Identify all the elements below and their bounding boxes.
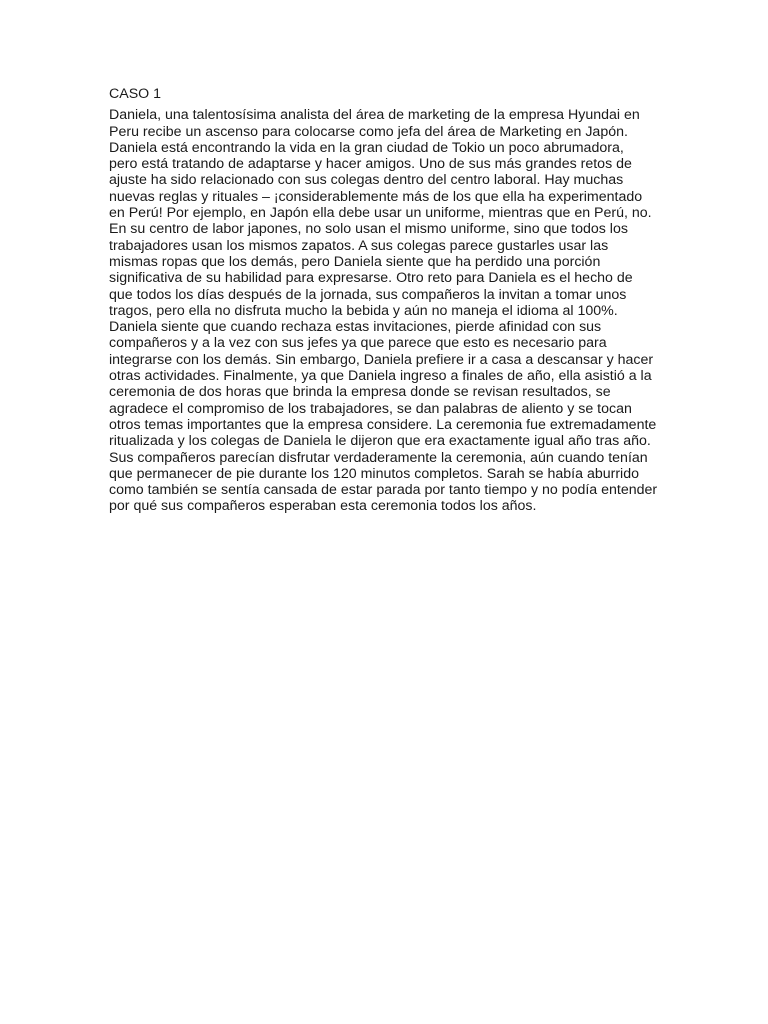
document-body <box>109 86 669 515</box>
paragraph-line: significativa de su habilidad para expresarse. Otro reto para Daniela es el hecho de <box>109 270 633 287</box>
paragraph-line: Daniela siente que cuando rechaza estas invitaciones, pierde afinidad con sus <box>109 319 602 336</box>
paragraph-line: tragos, pero ella no disfruta mucho la bebida y aún no maneja el idioma al 100%. <box>109 302 618 319</box>
paragraph-line: que permanecer de pie durante los 120 minutos completos. Sarah se había aburrido <box>109 465 639 482</box>
paragraph-line: como también se sentía cansada de estar parada por tanto tiempo y no podía entender <box>109 482 658 499</box>
case-title: CASO 1 <box>109 86 162 102</box>
paragraph-line: nuevas reglas y rituales – ¡considerablemente más de los que ella ha experimentado <box>109 188 643 205</box>
paragraph-line: pero está tratando de adaptarse y hacer amigos. Uno de sus más grandes retos de <box>109 156 632 173</box>
paragraph-line: ritualizada y los colegas de Daniela le dijeron que era exactamente igual año tras año. <box>109 433 651 450</box>
paragraph-line: Daniela, una talentosísima analista del área de marketing de la empresa Hyundai en <box>109 107 640 124</box>
paragraph-line: mismas ropas que los demás, pero Daniela siente que ha perdido una porción <box>109 253 601 270</box>
paragraph-line: integrarse con los demás. Sin embargo, Daniela prefiere ir a casa a descansar y hacer <box>109 351 654 368</box>
paragraph-line: agradece el compromiso de los trabajadores, se dan palabras de aliento y se tocan <box>109 400 632 417</box>
paragraph-line: En su centro de labor japones, no solo usan el mismo uniforme, sino que todos los <box>109 221 628 238</box>
paragraph-line: en Perú! Por ejemplo, en Japón ella debe usar un uniforme, mientras que en Perú, no. <box>109 205 652 222</box>
paragraph-line: ceremonia de dos horas que brinda la empresa donde se revisan resultados, se <box>109 384 611 401</box>
paragraph-line: por qué sus compañeros esperaban esta ceremonia todos los años. <box>109 498 537 515</box>
case-paragraph <box>109 107 669 514</box>
paragraph-line: Sus compañeros parecían disfrutar verdaderamente la ceremonia, aún cuando tenían <box>109 449 648 466</box>
paragraph-line: compañeros y a la vez con sus jefes ya que parece que esto es necesario para <box>109 335 607 352</box>
paragraph-line: ajuste ha sido relacionado con sus colegas dentro del centro laboral. Hay muchas <box>109 172 624 189</box>
paragraph-line: trabajadores usan los mismos zapatos. A sus colegas parece gustarles usar las <box>109 237 609 254</box>
paragraph-line: otros temas importantes que la empresa considere. La ceremonia fue extremadamente <box>109 416 657 433</box>
paragraph-line: que todos los días después de la jornada, sus compañeros la invitan a tomar unos <box>109 286 627 303</box>
paragraph-line: otras actividades. Finalmente, ya que Daniela ingreso a finales de año, ella asistió a la <box>109 368 652 385</box>
paragraph-line: Peru recibe un ascenso para colocarse como jefa del área de Marketing en Japón. <box>109 123 628 140</box>
paragraph-line: Daniela está encontrando la vida en la gran ciudad de Tokio un poco abrumadora, <box>109 139 624 156</box>
